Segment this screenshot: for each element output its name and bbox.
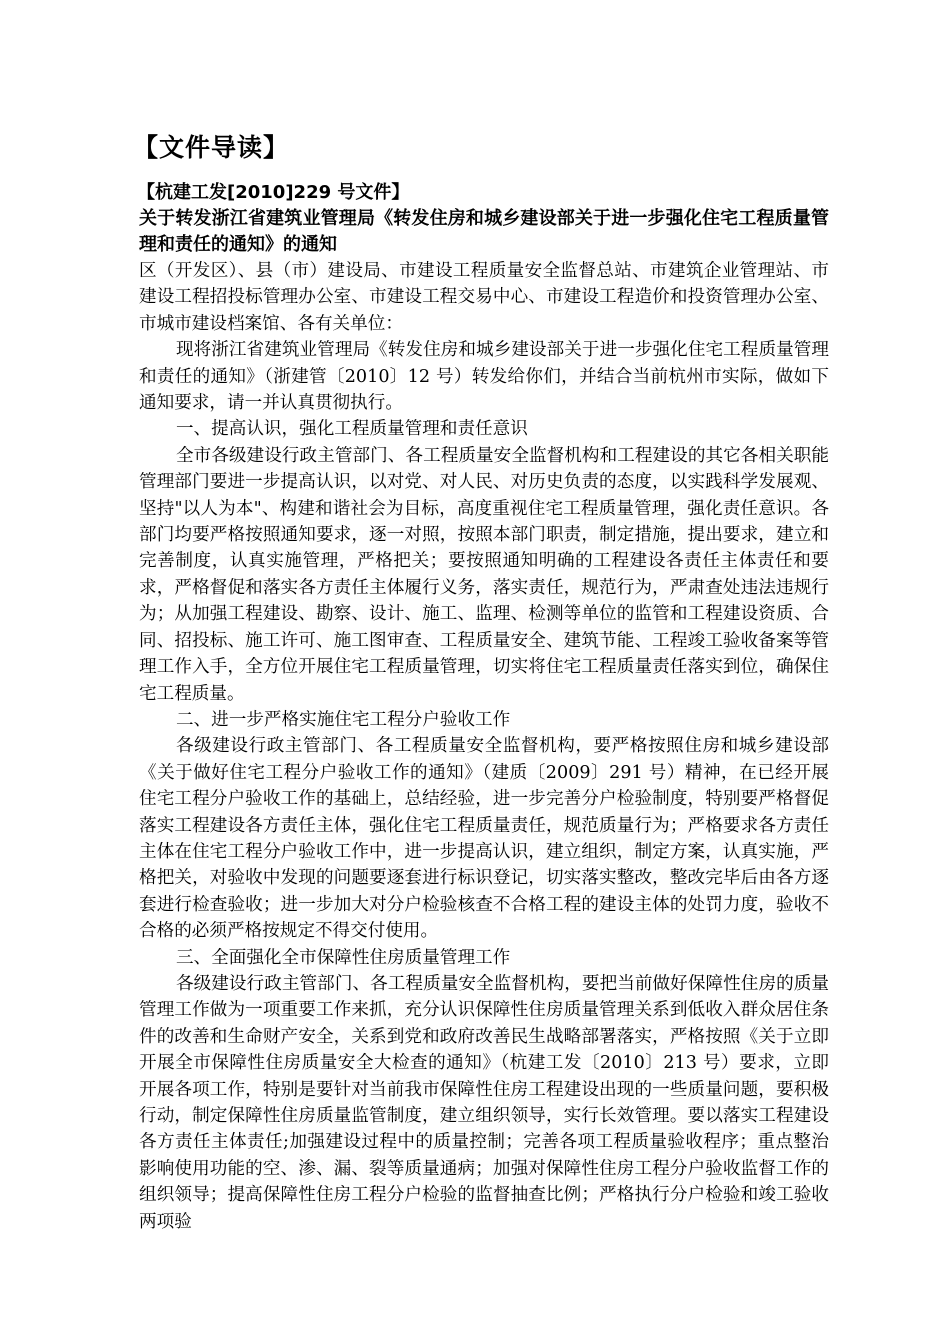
document-title: 关于转发浙江省建筑业管理局《转发住房和城乡建设部关于进一步强化住宅工程质量管理和责任的通知》的通知 [139, 208, 829, 255]
section-2-body: 各级建设行政主管部门、各工程质量安全监督机构，要严格按照住房和城乡建设部《关于做好住宅工程分户验收工作的通知》（建质〔2009〕291 号）精神，在已经开展住宅工程分户验收工作的基础上，总结经验，进一步完善分户检验制度，特别要严格督促落实工程建设各方责任主体，强化住宅工程质量责任，规范质量行为；严格要求各方责任主体在住宅工程分户验收工作中，进一步提高认识，建立组织，制定方案，认真实施，严格把关，对验收中发现的问题要逐套进行标识登记，切实落实整改，整改完毕后由各方逐套进行检查验收；进一步加大对分户检验核查不合格工程的建设主体的处罚力度，验收不合格的必须严格按规定不得交付使用。 [139, 736, 829, 942]
section-2-heading: 二、进一步严格实施住宅工程分户验收工作 [175, 709, 511, 730]
document-page [133, 128, 829, 1235]
section-1-heading: 一、提高认识，强化工程质量管理和责任意识 [175, 419, 528, 440]
section-1-body: 全市各级建设行政主管部门、各工程质量安全监督机构和工程建设的其它各相关职能管理部门要进一步提高认识，以对党、对人民、对历史负责的态度，以实践科学发展观、坚持"以人为本"、构建和谐社会为目标，高度重视住宅工程质量管理，强化责任意识。各部门均要严格按照通知要求，逐一对照，按照本部门职责，制定措施，提出要求，建立和完善制度，认真实施管理，严格把关；要按照通知明确的工程建设各责任主体责任和要求，严格督促和落实各方责任主体履行义务，落实责任，规范行为，严肃查处违法违规行为；从加强工程建设、勘察、设计、施工、监理、检测等单位的监管和工程建设资质、合同、招投标、施工许可、施工图审查、工程质量安全、建筑节能、工程竣工验收备案等管理工作入手，全方位开展住宅工程质量管理，切实将住宅工程质量责任落实到位，确保住宅工程质量。 [139, 445, 829, 704]
guide-heading: 【文件导读】 [133, 133, 290, 162]
section-3-body: 各级建设行政主管部门、各工程质量安全监督机构，要把当前做好保障性住房的质量管理工作做为一项重要工作来抓，充分认识保障性住房质量管理关系到低收入群众居住条件的改善和生命财产安全，关系到党和政府改善民生战略部署落实，严格按照《关于立即开展全市保障性住房质量安全大检查的通知》（杭建工发〔2010〕213 号）要求，立即开展各项工作，特别是要针对当前我市保障性住房工程建设出现的一些质量问题，要积极行动，制定保障性住房质量监管制度，建立组织领导，实行长效管理。要以落实工程建设各方责任主体责任;加强建设过程中的质量控制；完善各项工程质量验收程序；重点整治影响使用功能的空、渗、漏、裂等质量通病；加强对保障性住房工程分户验收监督工作的组织领导；提高保障性住房工程分户检验的监督抽查比例；严格执行分户检验和竣工验收两项验 [139, 973, 829, 1232]
section-3-heading: 三、全面强化全市保障性住房质量管理工作 [175, 947, 511, 968]
addressees-paragraph: 区（开发区）、县（市）建设局、市建设工程质量安全监督总站、市建筑企业管理站、市建设工程招投标管理办公室、市建设工程交易中心、市建设工程造价和投资管理办公室、市城市建设档案馆、各有关单位： [139, 261, 829, 334]
intro-paragraph: 现将浙江省建筑业管理局《转发住房和城乡建设部关于进一步强化住宅工程质量管理和责任的通知》（浙建管〔2010〕12 号）转发给你们，并结合当前杭州市实际，做如下通知要求，请一并认真贯彻执行。 [139, 340, 829, 414]
document-number: 【杭建工发[2010]229 号文件】 [137, 182, 410, 203]
